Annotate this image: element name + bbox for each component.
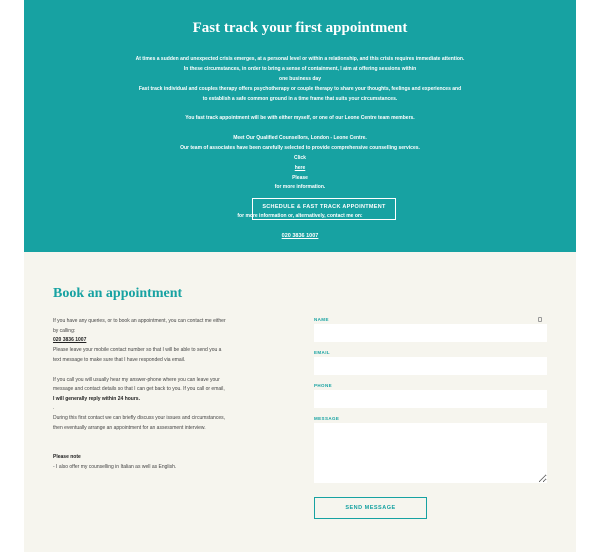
hero-text-line: for more information. bbox=[274, 184, 326, 190]
info-text-line: If you have any queries, or to book an appointment, you can contact me either bbox=[53, 318, 226, 324]
reply-time-text: I will generally reply within 24 hours. bbox=[53, 396, 140, 402]
phone-input[interactable] bbox=[314, 390, 547, 408]
name-input[interactable] bbox=[314, 324, 547, 342]
hero-contact-line: for more information or, alternatively, contact me on: bbox=[237, 213, 363, 219]
message-textarea[interactable] bbox=[314, 423, 547, 483]
info-text-line: by calling: bbox=[53, 328, 76, 334]
please-note-label: Please note bbox=[53, 454, 81, 460]
hero-text-line: Please bbox=[292, 175, 308, 181]
hero-text-line: to establish a safe common ground in a time frame that suits your circumstances. bbox=[202, 96, 398, 102]
fast-track-title: Fast track your first appointment bbox=[192, 20, 408, 36]
phone-link[interactable]: 020 3836 1007 bbox=[53, 337, 87, 343]
info-text-line: then eventually arrange an appointment for an assessment interview. bbox=[53, 425, 206, 431]
hero-phone-link[interactable]: 020 3836 1007 bbox=[281, 233, 319, 239]
hero-text-line: one business day bbox=[279, 76, 321, 82]
hero-text-line: In these circumstances, in order to bring a sense of containment, I aim at offering sessions within bbox=[183, 66, 417, 72]
book-appointment-section bbox=[24, 252, 576, 552]
email-label: EMAIL bbox=[314, 350, 330, 355]
message-label: MESSAGE bbox=[314, 416, 340, 421]
name-label: NAME bbox=[314, 317, 329, 322]
fast-track-section bbox=[24, 0, 576, 252]
hero-text-line: Meet Our Qualified Counsellors, London - Leone Centre. bbox=[233, 135, 367, 141]
hero-text-line: Fast track individual and couples therapy offers psychotherapy or couple therapy to share your thoughts, feelings and experiences and bbox=[138, 86, 462, 92]
here-link[interactable]: here bbox=[294, 165, 306, 171]
hero-text-line: At times a sudden and unexpected crisis emerges, at a personal level or within a relationship, and this crisis requires immediate attention. bbox=[135, 56, 465, 62]
phone-label: PHONE bbox=[314, 383, 333, 388]
hero-text-line: You fast track appointment will be with either myself, or one of our Leone Centre team members. bbox=[185, 115, 415, 121]
hero-text-line: Click bbox=[294, 155, 306, 161]
info-text-line: message and contact details so that I can get back to you. If you call or email, bbox=[53, 386, 225, 392]
send-message-button[interactable]: SEND MESSAGE bbox=[314, 497, 427, 519]
hero-text-line: Our team of associates have been carefully selected to provide comprehensive counselling services. bbox=[180, 145, 420, 151]
book-appointment-heading: Book an appointment bbox=[53, 286, 183, 301]
schedule-fast-track-button[interactable]: SCHEDULE & FAST TRACK APPOINTMENT bbox=[252, 198, 396, 220]
email-input[interactable] bbox=[314, 357, 547, 375]
info-text-line: . bbox=[53, 405, 55, 411]
info-text-line: text message to make sure that I have responded via email. bbox=[53, 357, 186, 363]
info-text-line: During this first contact we can briefly discuss your issues and circumstances, bbox=[53, 415, 226, 421]
info-text-line: If you call you will usually hear my answer-phone where you can leave your bbox=[53, 377, 220, 383]
info-text-line: Please leave your mobile contact number so that I will be able to send you a bbox=[53, 347, 222, 353]
autofill-icon bbox=[538, 317, 542, 322]
info-text-line: - I also offer my counselling in Italian as well as English. bbox=[53, 464, 177, 470]
